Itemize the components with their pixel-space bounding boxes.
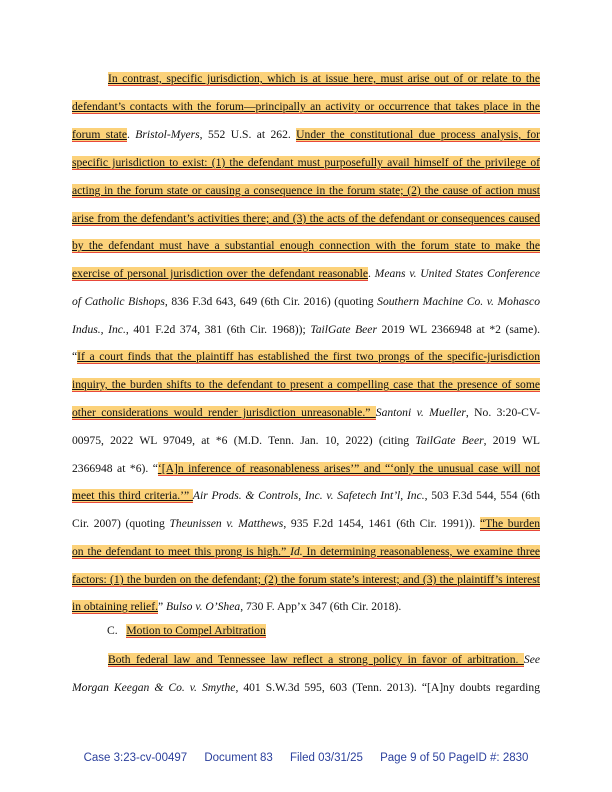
highlighted-text: In determining reasonableness, we examine three (302, 545, 540, 558)
case-number: Case 3:23-cv-00497 (83, 752, 188, 764)
text-line (72, 461, 540, 476)
text-line (72, 572, 540, 587)
text-line (72, 155, 540, 170)
text-line (72, 433, 540, 448)
highlighted-text: on the defendant to meet this prong is high.” (72, 545, 291, 558)
highlighted-text: acting in the forum state or causing a consequence in the forum state; (2) the cause of action must (72, 184, 540, 197)
text-line (72, 544, 540, 559)
text-line (72, 377, 540, 392)
text-line (72, 652, 540, 667)
text-line (72, 211, 540, 226)
text-line (72, 294, 540, 309)
heading-letter: C. (107, 624, 118, 637)
document-number: Document 83 (204, 752, 273, 764)
text: . (368, 267, 375, 280)
text: , 552 U.S. at 262. (199, 128, 297, 141)
highlighted-text: other considerations would render jurisdiction unreasonable.” (72, 406, 376, 419)
citation: Air Prods. & Controls, Inc. v. Safetech Int’l, Inc. (192, 489, 425, 502)
text: “ (72, 350, 78, 363)
text: Cir. 2007) (quoting (72, 517, 170, 530)
text-line (72, 99, 540, 114)
text: , 935 F.2d 1454, 1461 (6th Cir. 1991)). (283, 517, 480, 530)
citation: Southern Machine Co. v. Mohasco (377, 295, 540, 308)
text: . (126, 128, 136, 141)
highlighted-text: by the defendant must have a substantial enough connection with the forum state to make the (72, 239, 540, 252)
text: , 401 S.W.3d 595, 603 (Tenn. 2013). “[A]ny doubts regarding (235, 681, 540, 694)
highlighted-text: exercise of personal jurisdiction over the defendant reasonable (72, 267, 368, 280)
text-line (72, 405, 540, 420)
text-line (72, 680, 540, 695)
highlighted-text: Both federal law and Tennessee law reflect a strong policy in favor of arbitration. (108, 653, 524, 666)
citation: Bulso v. O’Shea (166, 600, 241, 613)
text: , 503 F.3d 544, 554 (6th (424, 489, 540, 502)
citation: See (523, 653, 540, 666)
text: , 2019 WL (483, 434, 540, 447)
highlighted-text: ‘[A]n inference of reasonableness arises’” and “‘only the unusual case will not (157, 462, 540, 475)
citation: TailGate Beer (310, 323, 377, 336)
citation: Bristol-Myers (135, 128, 200, 141)
citation: Morgan Keegan & Co. v. Smythe (72, 681, 236, 694)
text: , 401 F.2d 374, 381 (6th Cir. 1968)); (125, 323, 311, 336)
citation: Santoni v. Mueller (375, 406, 466, 419)
page-info: Page 9 of 50 PageID #: 2830 (380, 752, 529, 764)
highlighted-text: arise from the defendant’s activities there; and (3) the acts of the defendant or consequences caused (72, 212, 540, 225)
text-line (72, 266, 540, 281)
text: 2366948 at *6). “ (72, 462, 158, 475)
text-line (72, 488, 540, 503)
highlighted-text: defendant’s contacts with the forum—principally an activity or occurrence that takes place in the (72, 100, 540, 113)
text-line (72, 71, 540, 86)
highlighted-text: “The burden (479, 517, 540, 530)
text-line (72, 127, 540, 142)
highlighted-text: factors: (1) the burden on the defendant; (2) the forum state’s interest; and (3) the plaintiff’s interest (72, 573, 540, 586)
text-line (72, 599, 540, 614)
filed-date: Filed 03/31/25 (289, 752, 363, 764)
citation: Id. (290, 545, 303, 558)
page-footer (0, 752, 612, 764)
citation: Means v. United States Conference (374, 267, 540, 280)
highlighted-text: in obtaining relief. (72, 600, 158, 613)
text: 00975, 2022 WL 97049, at *6 (M.D. Tenn. Jan. 10, 2022) (citing (72, 434, 416, 447)
text-line (72, 238, 540, 253)
text-line (72, 349, 540, 364)
highlighted-text: specific jurisdiction to exist: (1) the defendant must purposefully avail himself of the privilege of (72, 156, 540, 169)
citation: Theunissen v. Matthews (169, 517, 284, 530)
text: 2019 WL 2366948 at *2 (same). (376, 323, 540, 336)
heading-title: Motion to Compel Arbitration (126, 624, 266, 637)
highlighted-text: If a court finds that the plaintiff has established the first two prongs of the specific-jurisdiction (77, 350, 540, 363)
highlighted-text: In contrast, specific jurisdiction, which is at issue here, must arise out of or relate to the (108, 72, 540, 85)
text-line (72, 183, 540, 198)
citation: TailGate Beer (415, 434, 484, 447)
text: , 836 F.3d 643, 649 (6th Cir. 2016) (quoting (164, 295, 378, 308)
text: , No. 3:20-CV- (465, 406, 540, 419)
citation: of Catholic Bishops (72, 295, 165, 308)
highlighted-text: meet this third criteria.’” (72, 489, 193, 502)
text: ” (157, 600, 167, 613)
highlighted-text: Under the constitutional due process analysis, for (296, 128, 540, 141)
highlighted-text: inquiry, the burden shifts to the defendant to present a compelling case that the presence of some (72, 378, 540, 391)
section-heading (107, 623, 266, 638)
text: , 730 F. App’x 347 (6th Cir. 2018). (240, 600, 402, 613)
citation: Indus., Inc. (72, 323, 126, 336)
text-line (72, 322, 540, 337)
text-line (72, 516, 540, 531)
highlighted-text: forum state (72, 128, 127, 141)
